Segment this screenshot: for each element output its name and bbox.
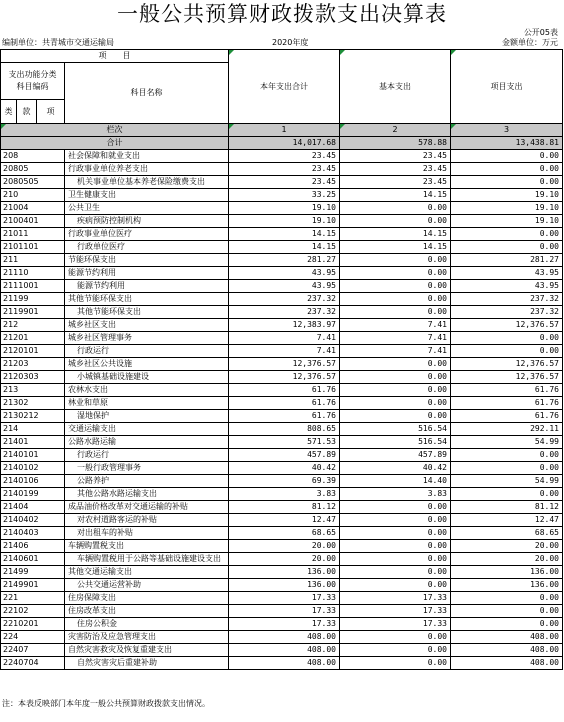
row-code: 221 (1, 592, 65, 605)
row-code: 2140601 (1, 553, 65, 566)
row-project: 0.00 (451, 449, 563, 462)
row-code: 22407 (1, 644, 65, 657)
row-project: 408.00 (451, 657, 563, 670)
row-total: 23.45 (229, 150, 340, 163)
row-basic: 0.00 (340, 215, 451, 228)
row-project: 19.10 (451, 215, 563, 228)
form-number: 公开05表 (523, 28, 558, 37)
table-row (1, 592, 563, 605)
row-basic: 0.00 (340, 657, 451, 670)
row-total: 19.10 (229, 215, 340, 228)
row-code: 21199 (1, 293, 65, 306)
row-name: 交通运输支出 (65, 423, 229, 436)
total-basic: 578.88 (340, 137, 451, 150)
row-basic: 17.33 (340, 592, 451, 605)
row-name: 机关事业单位基本养老保险缴费支出 (65, 176, 229, 189)
row-code: 2130212 (1, 410, 65, 423)
row-total: 281.27 (229, 254, 340, 267)
row-project: 43.95 (451, 280, 563, 293)
row-basic: 7.41 (340, 345, 451, 358)
row-basic: 0.00 (340, 644, 451, 657)
row-total: 12,383.97 (229, 319, 340, 332)
row-name: 城乡社区公共设施 (65, 358, 229, 371)
row-total: 61.76 (229, 384, 340, 397)
row-project: 0.00 (451, 332, 563, 345)
table-row (1, 384, 563, 397)
header-lei: 类 (1, 100, 17, 124)
row-basic: 23.45 (340, 150, 451, 163)
row-project: 0.00 (451, 163, 563, 176)
row-name: 一般行政管理事务 (65, 462, 229, 475)
table-row (1, 553, 563, 566)
row-total: 457.89 (229, 449, 340, 462)
row-name: 其他节能环保支出 (65, 293, 229, 306)
row-project: 0.00 (451, 488, 563, 501)
row-project: 0.00 (451, 592, 563, 605)
table-row (1, 488, 563, 501)
row-project: 81.12 (451, 501, 563, 514)
row-basic: 516.54 (340, 423, 451, 436)
table-row (1, 657, 563, 670)
row-name: 公共交通运营补助 (65, 579, 229, 592)
table-row (1, 332, 563, 345)
row-code: 22102 (1, 605, 65, 618)
row-total: 237.32 (229, 293, 340, 306)
col-num-1: 1 (229, 124, 340, 137)
table-row (1, 371, 563, 384)
row-project: 237.32 (451, 306, 563, 319)
row-basic: 14.15 (340, 228, 451, 241)
row-code: 2120303 (1, 371, 65, 384)
row-basic: 0.00 (340, 358, 451, 371)
row-name: 自然灾害灾后重建补助 (65, 657, 229, 670)
table-row (1, 280, 563, 293)
row-basic: 0.00 (340, 371, 451, 384)
row-project: 12.47 (451, 514, 563, 527)
row-basic: 3.83 (340, 488, 451, 501)
table-row (1, 345, 563, 358)
row-basic: 7.41 (340, 319, 451, 332)
row-name: 其他交通运输支出 (65, 566, 229, 579)
row-project: 0.00 (451, 150, 563, 163)
row-basic: 0.00 (340, 631, 451, 644)
table-row (1, 319, 563, 332)
table-row (1, 202, 563, 215)
row-code: 210 (1, 189, 65, 202)
row-project: 19.10 (451, 202, 563, 215)
row-code: 2140402 (1, 514, 65, 527)
row-name: 对出租车的补贴 (65, 527, 229, 540)
row-basic: 0.00 (340, 280, 451, 293)
row-total: 20.00 (229, 553, 340, 566)
row-basic: 40.42 (340, 462, 451, 475)
table-row (1, 397, 563, 410)
row-total: 3.83 (229, 488, 340, 501)
amount-unit: 金额单位：万元 (502, 38, 558, 47)
row-project: 12,376.57 (451, 358, 563, 371)
row-name: 林业和草原 (65, 397, 229, 410)
table-row (1, 631, 563, 644)
row-name: 住房改革支出 (65, 605, 229, 618)
row-total: 136.00 (229, 566, 340, 579)
col-num-3: 3 (451, 124, 563, 137)
row-total: 408.00 (229, 657, 340, 670)
table-row (1, 410, 563, 423)
table-row (1, 436, 563, 449)
row-basic: 14.15 (340, 241, 451, 254)
row-code: 21406 (1, 540, 65, 553)
row-total: 136.00 (229, 579, 340, 592)
table-row (1, 215, 563, 228)
row-name: 社会保障和就业支出 (65, 150, 229, 163)
table-row (1, 475, 563, 488)
row-basic: 0.00 (340, 527, 451, 540)
row-code: 21302 (1, 397, 65, 410)
row-basic: 0.00 (340, 397, 451, 410)
row-code: 2140106 (1, 475, 65, 488)
row-basic: 0.00 (340, 514, 451, 527)
row-project: 12,376.57 (451, 319, 563, 332)
row-code: 2140403 (1, 527, 65, 540)
table-row (1, 605, 563, 618)
table-row (1, 618, 563, 631)
table-row (1, 358, 563, 371)
row-code: 214 (1, 423, 65, 436)
row-total: 43.95 (229, 280, 340, 293)
row-code: 2120101 (1, 345, 65, 358)
row-name: 卫生健康支出 (65, 189, 229, 202)
table-row (1, 423, 563, 436)
row-basic: 0.00 (340, 202, 451, 215)
row-name: 其他节能环保支出 (65, 306, 229, 319)
table-row (1, 176, 563, 189)
row-project: 19.10 (451, 189, 563, 202)
row-total: 69.39 (229, 475, 340, 488)
row-code: 21004 (1, 202, 65, 215)
header-project-exp: 项目支出 (451, 50, 563, 124)
row-code: 2149901 (1, 579, 65, 592)
row-name: 城乡社区支出 (65, 319, 229, 332)
table-row (1, 267, 563, 280)
row-code: 2210201 (1, 618, 65, 631)
row-project: 0.00 (451, 241, 563, 254)
row-name: 小城镇基础设施建设 (65, 371, 229, 384)
row-code: 212 (1, 319, 65, 332)
row-project: 0.00 (451, 228, 563, 241)
row-total: 12.47 (229, 514, 340, 527)
row-code: 213 (1, 384, 65, 397)
row-code: 21499 (1, 566, 65, 579)
row-total: 571.53 (229, 436, 340, 449)
row-name: 灾害防治及应急管理支出 (65, 631, 229, 644)
expenditure-table (0, 49, 563, 670)
row-code: 21203 (1, 358, 65, 371)
row-total: 17.33 (229, 605, 340, 618)
table-row (1, 306, 563, 319)
row-project: 408.00 (451, 631, 563, 644)
row-project: 0.00 (451, 176, 563, 189)
total-project: 13,438.81 (451, 137, 563, 150)
row-project: 0.00 (451, 345, 563, 358)
table-row (1, 241, 563, 254)
header-kuan: 款 (17, 100, 37, 124)
row-name: 农林水支出 (65, 384, 229, 397)
row-total: 43.95 (229, 267, 340, 280)
row-project: 281.27 (451, 254, 563, 267)
table-row (1, 514, 563, 527)
row-total: 17.33 (229, 592, 340, 605)
row-code: 21201 (1, 332, 65, 345)
row-basic: 23.45 (340, 176, 451, 189)
row-code: 2240704 (1, 657, 65, 670)
row-total: 23.45 (229, 163, 340, 176)
row-code: 21110 (1, 267, 65, 280)
row-total: 61.76 (229, 397, 340, 410)
header-basic: 基本支出 (340, 50, 451, 124)
row-total: 33.25 (229, 189, 340, 202)
table-row (1, 254, 563, 267)
row-total: 12,376.57 (229, 371, 340, 384)
header-lanci: 栏次 (1, 124, 229, 137)
row-project: 136.00 (451, 566, 563, 579)
row-total: 68.65 (229, 527, 340, 540)
table-row (1, 189, 563, 202)
row-total: 19.10 (229, 202, 340, 215)
row-total: 20.00 (229, 540, 340, 553)
table-row (1, 150, 563, 163)
row-basic: 14.40 (340, 475, 451, 488)
row-project: 136.00 (451, 579, 563, 592)
total-sum: 14,017.68 (229, 137, 340, 150)
row-basic: 0.00 (340, 254, 451, 267)
row-code: 20805 (1, 163, 65, 176)
row-basic: 0.00 (340, 410, 451, 423)
row-total: 7.41 (229, 332, 340, 345)
row-basic: 17.33 (340, 618, 451, 631)
row-code: 2140102 (1, 462, 65, 475)
row-name: 公共卫生 (65, 202, 229, 215)
row-basic: 0.00 (340, 384, 451, 397)
row-code: 211 (1, 254, 65, 267)
header-func-code: 支出功能分类 科目编码 (1, 63, 65, 100)
row-basic: 7.41 (340, 332, 451, 345)
row-name: 住房保障支出 (65, 592, 229, 605)
row-basic: 0.00 (340, 553, 451, 566)
row-basic: 0.00 (340, 293, 451, 306)
row-project: 0.00 (451, 462, 563, 475)
table-row (1, 501, 563, 514)
row-name: 公路养护 (65, 475, 229, 488)
row-project: 61.76 (451, 397, 563, 410)
row-code: 2100401 (1, 215, 65, 228)
table-row (1, 540, 563, 553)
row-project: 408.00 (451, 644, 563, 657)
row-basic: 23.45 (340, 163, 451, 176)
table-row (1, 163, 563, 176)
row-project: 68.65 (451, 527, 563, 540)
row-project: 292.11 (451, 423, 563, 436)
row-total: 408.00 (229, 644, 340, 657)
row-total: 237.32 (229, 306, 340, 319)
row-name: 自然灾害救灾及恢复重建支出 (65, 644, 229, 657)
row-name: 行政事业单位医疗 (65, 228, 229, 241)
row-code: 21401 (1, 436, 65, 449)
row-name: 公路水路运输 (65, 436, 229, 449)
row-name: 行政事业单位养老支出 (65, 163, 229, 176)
row-basic: 14.15 (340, 189, 451, 202)
row-project: 54.99 (451, 436, 563, 449)
row-name: 车辆购置税用于公路等基础设施建设支出 (65, 553, 229, 566)
row-project: 0.00 (451, 605, 563, 618)
row-total: 7.41 (229, 345, 340, 358)
table-row (1, 462, 563, 475)
row-name: 城乡社区管理事务 (65, 332, 229, 345)
header-total: 本年支出合计 (229, 50, 340, 124)
total-label: 合计 (1, 137, 229, 150)
row-basic: 0.00 (340, 566, 451, 579)
row-total: 408.00 (229, 631, 340, 644)
compiling-unit: 编制单位：共青城市交通运输局 (2, 38, 114, 47)
row-total: 61.76 (229, 410, 340, 423)
row-name: 对农村道路客运的补贴 (65, 514, 229, 527)
header-subject-name: 科目名称 (65, 63, 229, 124)
row-name: 行政运行 (65, 345, 229, 358)
row-name: 行政运行 (65, 449, 229, 462)
row-basic: 0.00 (340, 267, 451, 280)
fiscal-year: 2020年度 (272, 38, 309, 47)
row-basic: 0.00 (340, 579, 451, 592)
row-name: 节能环保支出 (65, 254, 229, 267)
row-code: 21011 (1, 228, 65, 241)
row-total: 40.42 (229, 462, 340, 475)
row-project: 61.76 (451, 384, 563, 397)
table-row (1, 566, 563, 579)
row-project: 20.00 (451, 540, 563, 553)
row-name: 能源节约利用 (65, 267, 229, 280)
row-name: 成品油价格改革对交通运输的补贴 (65, 501, 229, 514)
row-name: 行政单位医疗 (65, 241, 229, 254)
row-basic: 516.54 (340, 436, 451, 449)
col-num-2: 2 (340, 124, 451, 137)
row-basic: 457.89 (340, 449, 451, 462)
row-total: 81.12 (229, 501, 340, 514)
table-row (1, 644, 563, 657)
row-total: 808.65 (229, 423, 340, 436)
table-row (1, 228, 563, 241)
row-code: 208 (1, 150, 65, 163)
row-code: 2140101 (1, 449, 65, 462)
row-total: 17.33 (229, 618, 340, 631)
table-row (1, 527, 563, 540)
row-name: 疾病预防控制机构 (65, 215, 229, 228)
row-code: 224 (1, 631, 65, 644)
table-row (1, 293, 563, 306)
row-project: 20.00 (451, 553, 563, 566)
row-code: 2140199 (1, 488, 65, 501)
footnote: 注：本表反映部门本年度一般公共预算财政拨款支出情况。 (2, 699, 210, 708)
row-code: 2111001 (1, 280, 65, 293)
row-code: 2119901 (1, 306, 65, 319)
header-project: 项 目 (1, 50, 229, 63)
row-project: 0.00 (451, 618, 563, 631)
row-basic: 0.00 (340, 540, 451, 553)
header-xiang: 项 (37, 100, 65, 124)
row-total: 12,376.57 (229, 358, 340, 371)
table-row (1, 449, 563, 462)
row-name: 住房公积金 (65, 618, 229, 631)
row-total: 23.45 (229, 176, 340, 189)
row-code: 2080505 (1, 176, 65, 189)
row-name: 能源节约利用 (65, 280, 229, 293)
row-name: 车辆购置税支出 (65, 540, 229, 553)
row-basic: 17.33 (340, 605, 451, 618)
row-code: 21404 (1, 501, 65, 514)
row-name: 其他公路水路运输支出 (65, 488, 229, 501)
row-project: 12,376.57 (451, 371, 563, 384)
row-project: 61.76 (451, 410, 563, 423)
row-basic: 0.00 (340, 501, 451, 514)
row-project: 237.32 (451, 293, 563, 306)
row-basic: 0.00 (340, 306, 451, 319)
row-code: 2101101 (1, 241, 65, 254)
row-total: 14.15 (229, 241, 340, 254)
report-title: 一般公共预算财政拨款支出决算表 (117, 2, 447, 26)
row-project: 54.99 (451, 475, 563, 488)
row-project: 43.95 (451, 267, 563, 280)
table-row (1, 579, 563, 592)
row-name: 湿地保护 (65, 410, 229, 423)
row-total: 14.15 (229, 228, 340, 241)
